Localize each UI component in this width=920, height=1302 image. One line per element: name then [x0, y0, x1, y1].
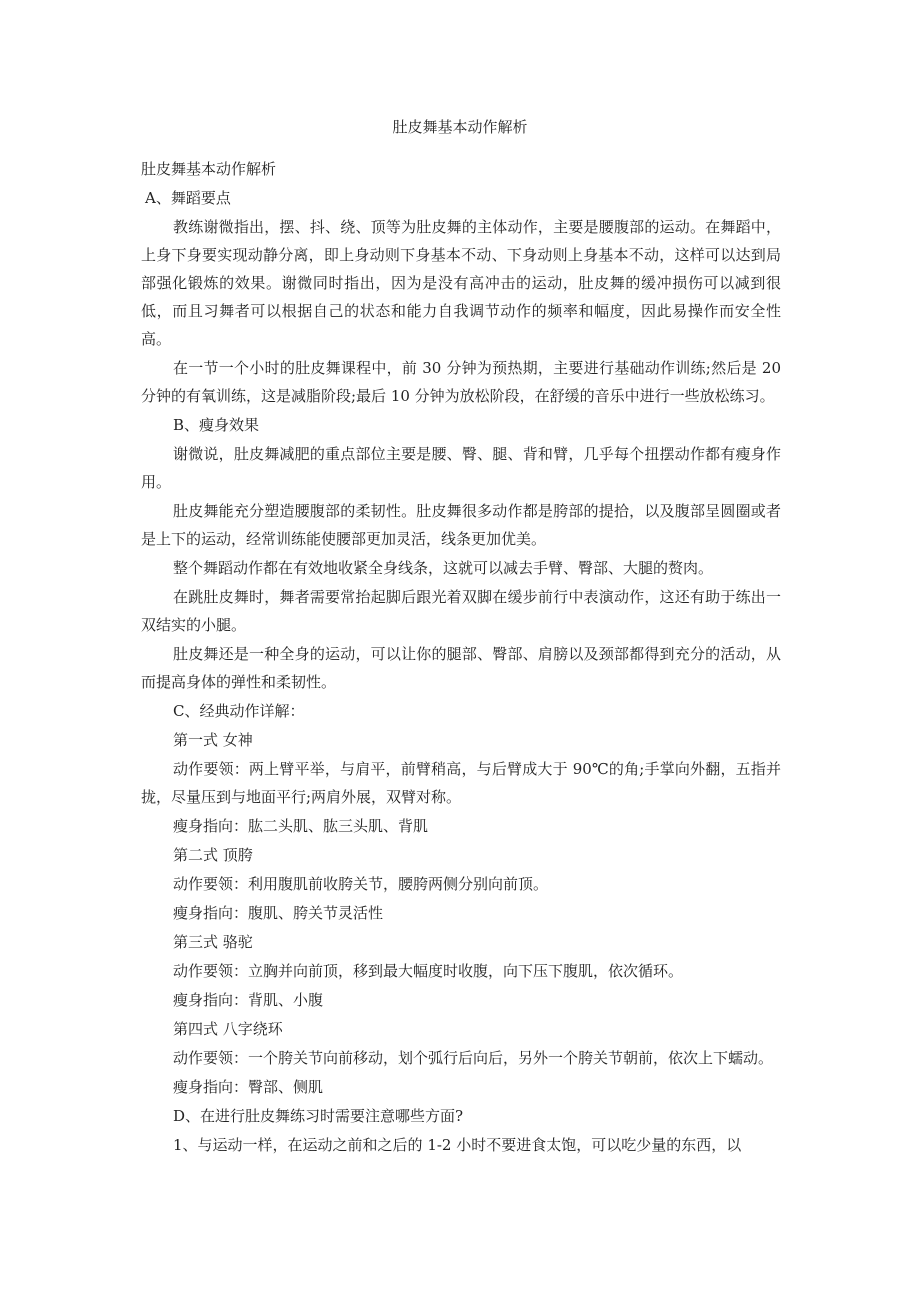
paragraph: 1、与运动一样，在运动之前和之后的 1-2 小时不要进食太饱，可以吃少量的东西，以: [173, 1136, 742, 1154]
paragraph: 瘦身指向：肱二头肌、肱三头肌、背肌: [173, 817, 429, 835]
paragraph: 瘦身指向：背肌、小腹: [173, 991, 324, 1009]
paragraph: 谢微说，肚皮舞减肥的重点部位主要是腰、臀、腿、背和臂，几乎每个扭摆动作都有瘦身作用。: [141, 445, 781, 491]
subsection-heading-b: B、瘦身效果: [173, 416, 260, 434]
subsection-heading-d: D、在进行肚皮舞练习时需要注意哪些方面?: [173, 1107, 464, 1125]
move-title: 第四式 八字绕环: [173, 1020, 283, 1038]
paragraph: 肚皮舞还是一种全身的运动，可以让你的腿部、臀部、肩膀以及颈部都得到充分的活动，从而提高身体的弹性和柔韧性。: [141, 645, 781, 691]
paragraph: 瘦身指向：腹肌、胯关节灵活性: [173, 904, 384, 922]
paragraph: 在一节一个小时的肚皮舞课程中，前 30 分钟为预热期，主要进行基础动作训练;然后是 20 分钟的有氧训练，这是减脂阶段;最后 10 分钟为放松阶段，在舒缓的音乐中进行一些放松练习。: [141, 359, 781, 405]
subsection-heading-a: A、舞蹈要点: [145, 189, 231, 207]
paragraph: 整个舞蹈动作都在有效地收紧全身线条，这就可以减去手臂、臀部、大腿的赘肉。: [173, 559, 714, 577]
paragraph: 教练谢微指出，摆、抖、绕、顶等为肚皮舞的主体动作，主要是腰腹部的运动。在舞蹈中，上身下身要实现动静分离，即上身动则下身基本不动、下身动则上身基本不动，这样可以达到局部强化锻炼的效果。谢微同时指出，因为是没有高冲击的运动，肚皮舞的缓冲损伤可以减到很低，而且习舞者可以根据自己的状态和能力自我调节动作的频率和幅度，因此易操作而安全性高。: [141, 218, 781, 348]
paragraph: 在跳肚皮舞时，舞者需要常抬起脚后跟光着双脚在缓步前行中表演动作，这还有助于练出一双结实的小腿。: [141, 588, 781, 634]
document-body: [141, 155, 781, 1160]
paragraph: 动作要领：两上臂平举，与肩平，前臂稍高，与后臂成大于 90℃的角;手掌向外翻，五指并拢，尽量压到与地面平行;两肩外展，双臂对称。: [141, 760, 781, 806]
paragraph: 肚皮舞能充分塑造腰腹部的柔韧性。肚皮舞很多动作都是胯部的提拾，以及腹部呈圆圈或者是上下的运动，经常训练能使腰部更加灵活，线条更加优美。: [141, 502, 781, 548]
paragraph: 动作要领：一个胯关节向前移动，划个弧行后向后，另外一个胯关节朝前，依次上下蠕动。: [173, 1049, 774, 1067]
subsection-heading-c: C、经典动作详解：: [173, 702, 305, 720]
paragraph: 动作要领：利用腹肌前收胯关节，腰胯两侧分别向前顶。: [173, 875, 549, 893]
paragraph: 瘦身指向：臀部、侧肌: [173, 1078, 324, 1096]
section-heading: 肚皮舞基本动作解析: [141, 160, 277, 178]
paragraph: 动作要领：立胸并向前顶，移到最大幅度时收腹，向下压下腹肌，依次循环。: [173, 962, 684, 980]
move-title: 第三式 骆驼: [173, 933, 253, 951]
move-title: 第二式 顶胯: [173, 846, 253, 864]
move-title: 第一式 女神: [173, 731, 253, 749]
document-title: 肚皮舞基本动作解析: [392, 118, 528, 136]
